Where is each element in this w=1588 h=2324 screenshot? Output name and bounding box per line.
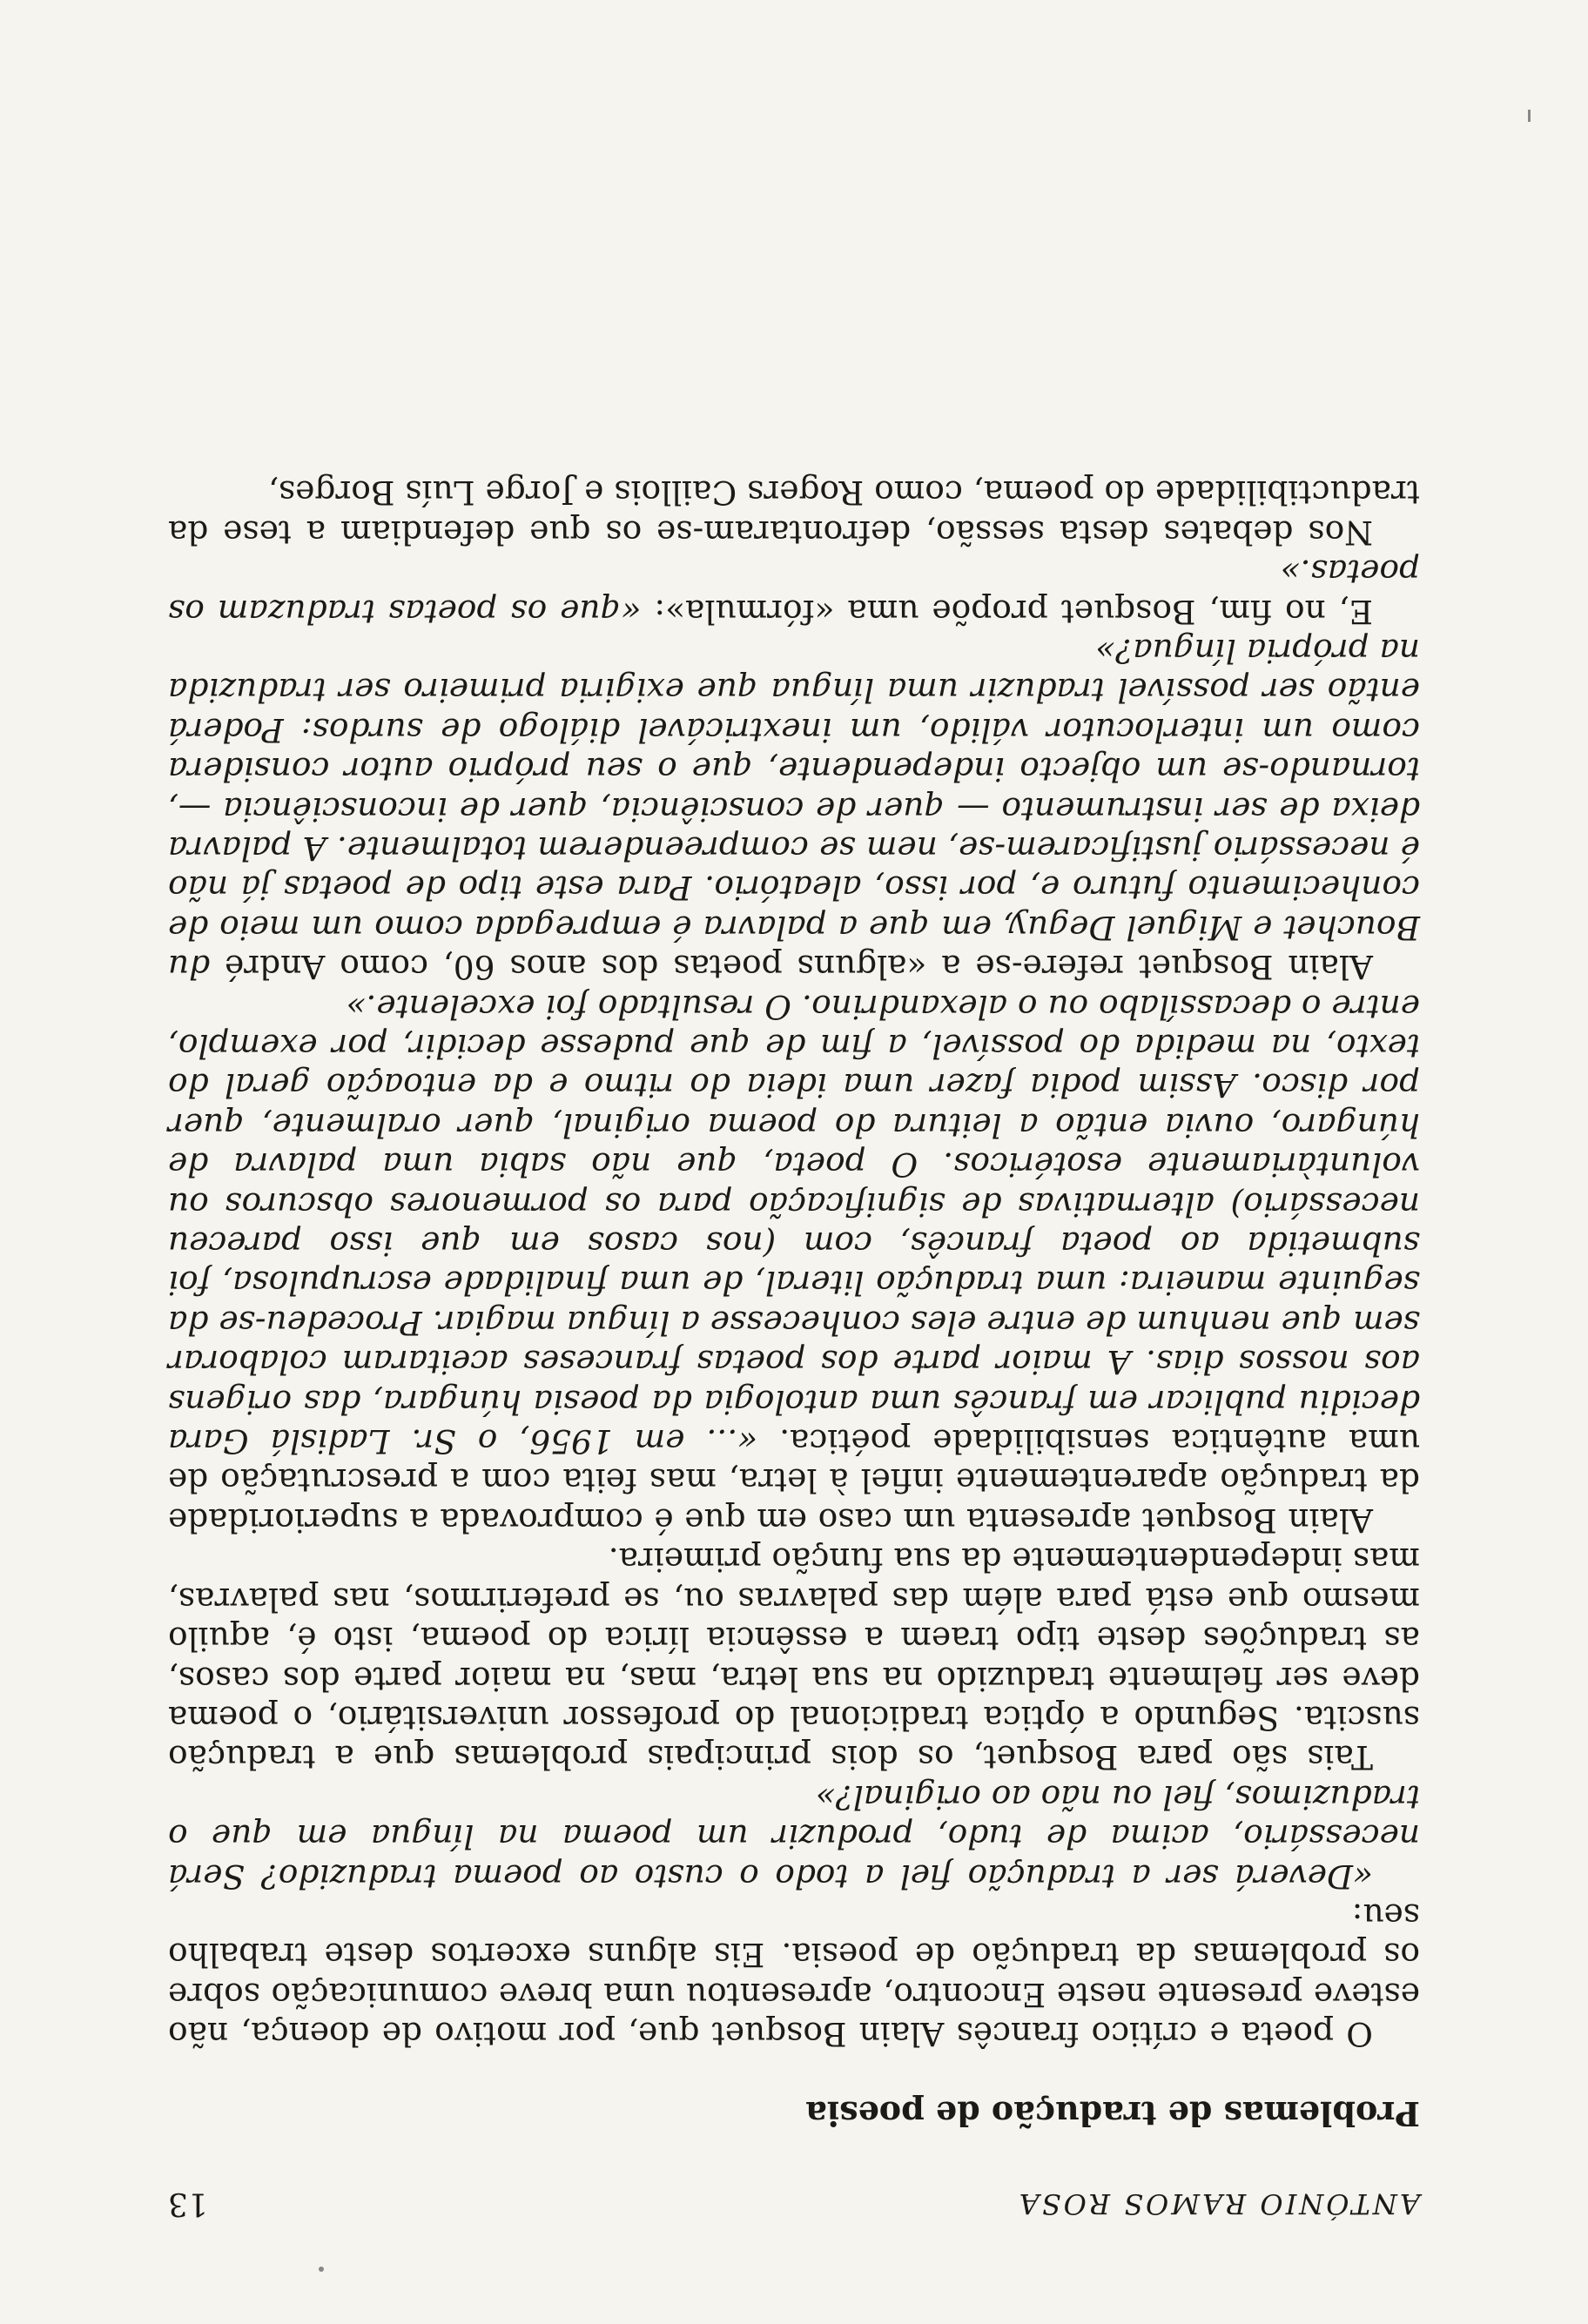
- paragraph-formula: E, no fim, Bosquet propõe uma «fórmula»: «que os poetas traduzam os poetas.»: [168, 553, 1420, 631]
- paragraph-poets-of-the-60s: Alain Bosquet refere-se a «alguns poetas dos anos 60, como André du Bouchet e Miguel Deguy, em que a palavra é empregada como um meio de conhecimento futuro e, por isso, aleatório. Para este tipo de poetas já não é necessário justificarem-se, nem se compreenderem totalmente. A palavra deixa de ser instrumento — quer de consciência, quer de inconsciência —, tornando-se um objecto independente, que o seu próprio autor considera como um interlocutor válido, um inextricável diálogo de surdos: Poderá então ser possível traduzir uma língua que exigiria primeiro ser traduzida na própria língua?»: [168, 631, 1420, 987]
- page-content: [168, 473, 1420, 2223]
- paragraph-two-problems: Tais são para Bosquet, os dois principais problemas que a tradução suscita. Segundo a óptica tradicional do professor universitário, o poema deve ser fielmente traduzido na sua letra, mas, na maior parte dos casos, as traduções deste tipo traem a essência lírica do poema, isto é, aquilo mesmo que está para além das palavras ou, se preferirmos, nas palavras, mas independentemente da sua função primeira.: [168, 1541, 1420, 1777]
- paragraph-intro: O poeta e crítico francês Alain Bosquet que, por motivo de doença, não esteve presente neste Encontro, apresentou uma breve comunicação sobre os problemas da tradução de poesia. Eis alguns excertos deste trabalho seu:: [168, 1896, 1420, 2054]
- running-head: [168, 2184, 1420, 2223]
- paragraph-hungarian-case: Alain Bosquet apresenta um caso em que é comprovada a superioridade da tradução aparentemente infiel à letra, mas feita com a prescrutação de uma autêntica sensibilidade poética. «... em 1956, o Sr. Ladislá Gara decidiu publicar em francês uma antologia da poesia húngara, das origens aos nossos dias. A maior parte dos poetas franceses aceitaram colaborar sem que nenhum de entre eles conhecesse a língua magiar. Procedeu-se da seguinte maneira: uma tradução literal, de uma finalidade escrupulosa, foi submetida ao poeta francês, com (nos casos em que isso pareceu necessário) alternativas de significação para os pormenores obscuros ou voluntàriamente esotéricos. O poeta, que não sabia uma palavra de húngaro, ouvia então a leitura do poema original, quer oralmente, quer por disco. Assim podia fazer uma ideia do ritmo e da entoação geral do texto, na medida do possível, a fim de que pudesse decidir, por exemplo, entre o decassílabo ou o alexandrino. O resultado foi excelente.»: [168, 987, 1420, 1540]
- margin-dot: [319, 2267, 324, 2272]
- section-title: Problemas de tradução de poesia: [805, 2093, 1420, 2133]
- paragraph-quote-question: «Deverá ser a tradução fiel a todo o custo ao poema traduzido? Será necessário, acima de tudo, produzir um poema na língua em que o traduzimos, fiel ou não ao original?»: [168, 1777, 1420, 1896]
- margin-mark: [1528, 110, 1531, 122]
- page-number: 13: [168, 2186, 208, 2221]
- paragraph-debates: Nos debates desta sessão, defrontaram-se os que defendiam a tese da traductibilidade do poema, como Rogers Caillois e Jorge Luís Borges,: [168, 474, 1420, 552]
- running-title: ANTÓNIO RAMOS ROSA: [1016, 2187, 1420, 2220]
